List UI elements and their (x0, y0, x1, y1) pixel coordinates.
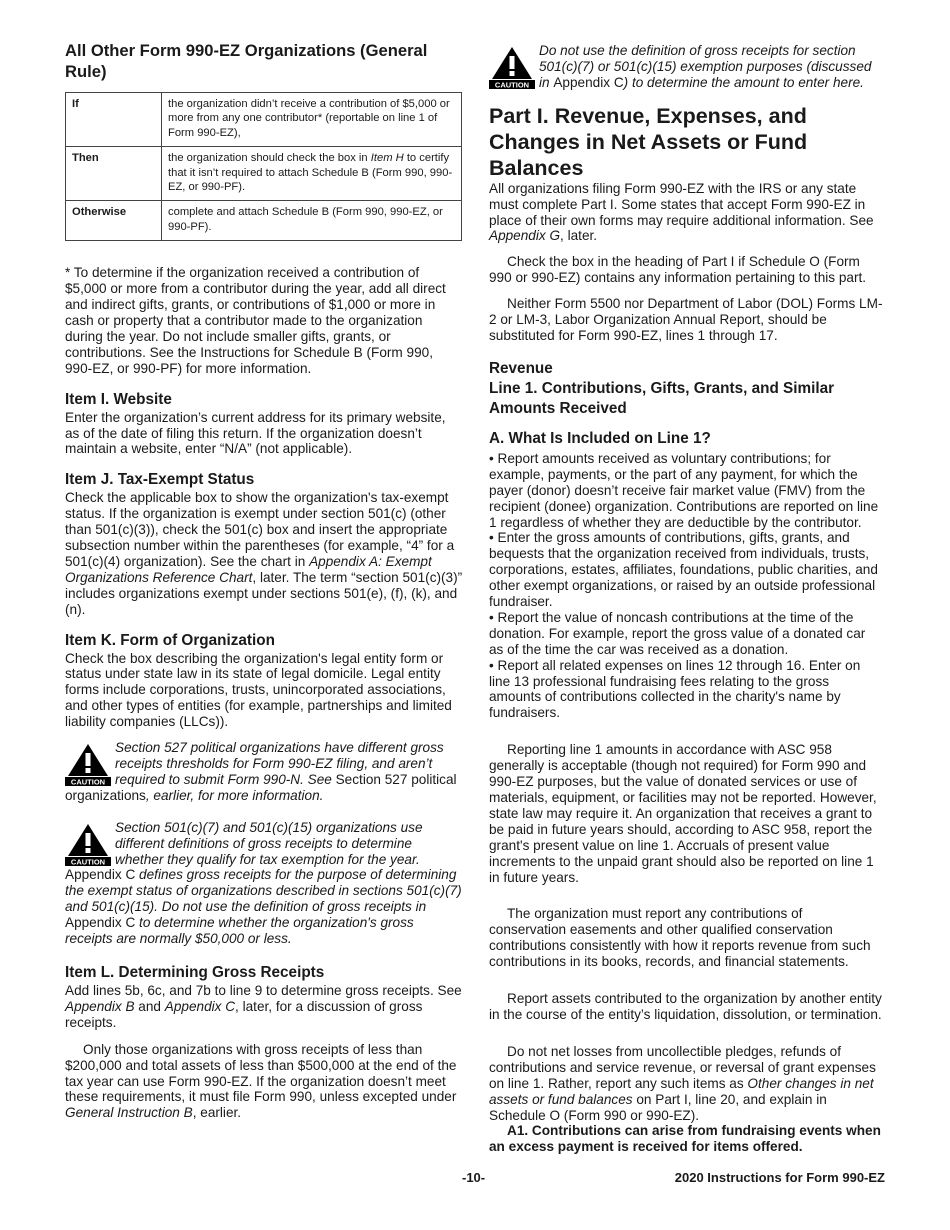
general-rule-heading: All Other Form 990-EZ Organizations (General Rule) (65, 41, 428, 81)
table-row (66, 201, 462, 241)
document-title: 2020 Instructions for Form 990-EZ (674, 1170, 885, 1185)
caution-icon (65, 742, 111, 786)
table-key: Then (66, 147, 162, 201)
list-item: • Report the value of noncash contributions at the time of the donation. For example, report the gross value of a donated car as of the time the car was received as a donation. (489, 609, 866, 657)
footnote: * To determine if the organization received a contribution of $5,000 or more from a contributor during the year, add all direct and indirect gifts, grants, or contributions of $1,000 or more in cash or property that a contributor made to the organization during the year. Do not include smaller gifts, grants, or contributions. See the Instructions for Schedule B (Form 990, 990-EZ, or 990-PF) for more information. (65, 265, 446, 376)
list-item: • Enter the gross amounts of contributions, gifts, grants, and bequests that the organization received from individuals, trusts, corporations, estates, affiliates, foundations, public charities, and other exempt organizations, or raised by an outside professional fundraiser. (489, 530, 878, 610)
item-k-heading: Item K. Form of Organization (65, 631, 275, 649)
item-l-text-2: Only those organizations with gross receipts of less than $200,000 and total assets of less than $500,000 at the end of the tax year can use Form 990-EZ. If the organization doesn’t meet these requirements, it must file Form 990, unless excepted under General Instruction B, earlier. (65, 1041, 457, 1121)
item-l-text-1: Add lines 5b, 6c, and 7b to line 9 to determine gross receipts. See Appendix B and Appendix C, later, for a discussion of gross receipts. (65, 982, 462, 1030)
table-value: the organization didn’t receive a contribution of $5,000 or more from any one contributor* (reportable on line 1 of Form 990-EZ), (162, 93, 462, 147)
liquidation-paragraph: Report assets contributed to the organization by another entity in the course of the entity’s liquidation, dissolution, or termination. (489, 991, 882, 1022)
table-value: the organization should check the box in Item H to certify that it isn’t required to attach Schedule B (Form 990, 990-EZ, or 990-PF). (162, 147, 462, 201)
list-item: • Report amounts received as voluntary contributions; for example, payments, or the part of any payment, for which the payer (donor) doesn’t receive fair market value (FMV) from the recipient (donee) organization. Contributions are reported on line 1 regardless of whether they are deductible by the contributor. (489, 450, 879, 530)
caution-box-527 (65, 740, 463, 804)
item-j-heading: Item J. Tax-Exempt Status (65, 471, 255, 489)
caution-text-501c7: Section 501(c)(7) and 501(c)(15) organizations use different definitions of gross receipts to determine whether they qualify for tax exemption for the year. Appendix C defines gross receipts for the purpose of determining the exempt status of organizations described in sections 501(c)(7) and 501(c)(15). Do not use the definition of gross receipts in Appendix C to determine whether the organization's gross receipts are normally $50,000 or less. (65, 819, 462, 947)
part1-intro: All organizations filing Form 990-EZ with the IRS or any state must complete Part I. Some states that accept Form 990-EZ in place of their own forms may require additional information. See Appendix G, later. (489, 180, 874, 244)
right-column (489, 43, 883, 1155)
general-rule-table (65, 92, 462, 241)
line1-heading: Line 1. Contributions, Gifts, Grants, and Similar Amounts Received (489, 379, 835, 417)
caution-text-527: Section 527 political organizations have different gross receipts thresholds for Form 990-EZ filing, and aren’t required to submit Form 990-N. See Section 527 political organizations, earlier, for more information. (65, 740, 457, 803)
part1-schedule-o: Check the box in the heading of Part I if Schedule O (Form 990 or 990-EZ) contains any information pertaining to this part. (489, 254, 867, 286)
part1-form5500: Neither Form 5500 nor Department of Labor (DOL) Forms LM-2 or LM-3, Labor Organization Annual Report, should be substituted for Form 990-EZ, lines 1 through 17. (489, 296, 883, 343)
line1-subheading-a: A. What Is Included on Line 1? (489, 429, 711, 447)
item-i-text: Enter the organization’s current address for its primary website, as of the date of filing this return. If the organization doesn’t maintain a website, enter “N/A” (not applicable). (65, 409, 446, 457)
item-l-heading: Item L. Determining Gross Receipts (65, 963, 325, 981)
caution-text-gross-receipts: Do not use the definition of gross receipts for section 501(c)(7) or 501(c)(15) exemption purposes (discussed in Appendix C) to determine the amount to enter here. (539, 43, 872, 90)
caution-icon (65, 822, 111, 866)
caution-icon (489, 45, 535, 89)
table-key: If (66, 93, 162, 147)
table-key: Otherwise (66, 201, 162, 241)
svg-text:CAUTION: CAUTION (70, 857, 106, 866)
item-i-heading: Item I. Website (65, 390, 172, 408)
conservation-paragraph: The organization must report any contributions of conservation easements and other qualified conservation contributions consistently with how it reports revenue from such contributions in its books, records, and financial statements. (489, 906, 871, 970)
caution-box-gross-receipts (489, 43, 883, 91)
asc958-paragraph: Reporting line 1 amounts in accordance with ASC 958 generally is acceptable (though not required) for Form 990 and 990-EZ purposes, but the value of donated services or use of materials, equipment, or facilities may not be reported. However, state law may require it. An organization that receives a grant to be paid in future years should, according to ASC 958, report the grant's present value on line 1. Accruals of present value increments to the unpaid grant should also be reported on line 1 in future years. (489, 742, 877, 885)
left-column (65, 40, 463, 1121)
line1-bullet-list (489, 451, 883, 721)
caution-box-501c7 (65, 820, 463, 947)
item-j-text: Check the applicable box to show the organization's tax-exempt status. If the organization is exempt under section 501(c) (other than 501(c)(3)), check the 501(c) box and insert the appropriate subsection number within the parentheses (for example, “4” for a 501(c)(4) organization). See the chart in Appendix A: Exempt Organizations Reference Chart, later. The term “section 501(c)(3)” includes organizations exempt under sections 501(e), (f), (k), and (n). (65, 490, 463, 617)
part1-heading: Part I. Revenue, Expenses, and Changes in Net Assets or Fund Balances (489, 103, 808, 180)
svg-text:CAUTION: CAUTION (494, 80, 530, 89)
list-item: • Report all related expenses on lines 12 through 16. Enter on line 13 professional fundraising fees relating to the gross amounts of contributions collected in the charity's name by fundraisers. (489, 657, 861, 721)
svg-text:CAUTION: CAUTION (70, 777, 106, 787)
revenue-heading: Revenue (489, 359, 553, 377)
table-row (66, 93, 462, 147)
net-losses-paragraph: Do not net losses from uncollectible pledges, refunds of contributions and service revenue, or reversal of grant expenses on line 1. Rather, report any such items as Other changes in net assets or fund balances on Part I, line 20, and explain in Schedule O (Form 990 or 990-EZ). (489, 1043, 876, 1123)
page-number: -10- (462, 1170, 486, 1185)
a1-heading: A1. Contributions can arise from fundraising events when an excess payment is received for items offered. (489, 1123, 881, 1155)
table-value: complete and attach Schedule B (Form 990, 990-EZ, or 990-PF). (162, 201, 462, 241)
item-k-text: Check the box describing the organization's legal entity form or status under state law in its state of legal domicile. Legal entity forms include corporations, trusts, unincorporated associations, and other types of entities (for example, partnerships and limited liability companies (LLCs)). (65, 650, 452, 730)
table-row (66, 147, 462, 201)
